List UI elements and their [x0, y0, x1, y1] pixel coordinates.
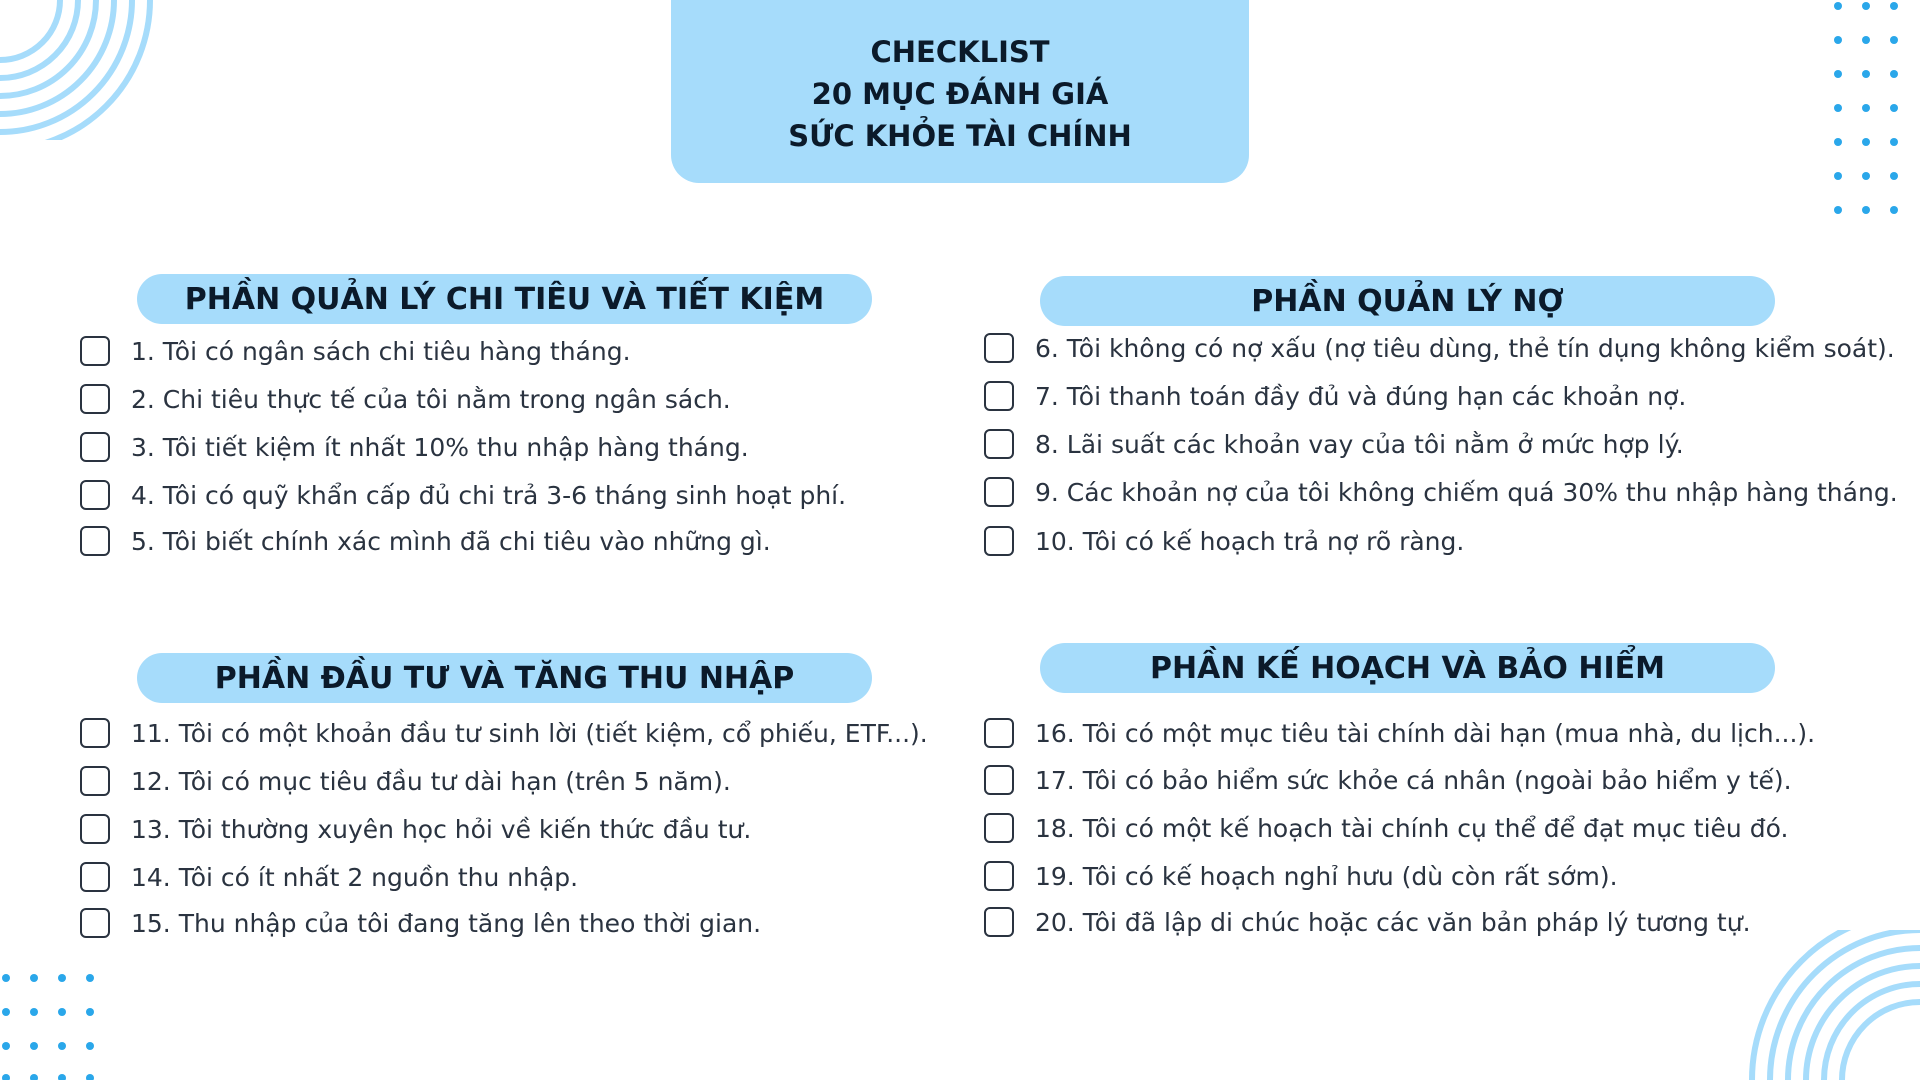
item-label: 20. Tôi đã lập di chúc hoặc các văn bản pháp lý tương tự. [1035, 907, 1751, 937]
checkbox[interactable] [984, 477, 1014, 507]
checklist-item[interactable] [80, 814, 751, 844]
item-label: 17. Tôi có bảo hiểm sức khỏe cá nhân (ngoài bảo hiểm y tế). [1035, 765, 1792, 795]
checklist-item[interactable] [984, 477, 1898, 507]
checklist-item[interactable] [984, 765, 1792, 795]
checklist-item[interactable] [80, 384, 731, 414]
section-heading-debt: PHẦN QUẢN LÝ NỢ [1040, 276, 1775, 326]
title-banner [671, 0, 1249, 183]
decorative-dots-top-right [1830, 0, 1920, 220]
checkbox[interactable] [984, 429, 1014, 459]
checkbox[interactable] [984, 765, 1014, 795]
checklist-item[interactable] [984, 526, 1464, 556]
checklist-item[interactable] [984, 333, 1895, 363]
checkbox[interactable] [80, 480, 110, 510]
checkbox[interactable] [80, 718, 110, 748]
item-label: 18. Tôi có một kế hoạch tài chính cụ thể để đạt mục tiêu đó. [1035, 813, 1789, 843]
checkbox[interactable] [80, 336, 110, 366]
section-heading-spending: PHẦN QUẢN LÝ CHI TIÊU VÀ TIẾT KIỆM [137, 274, 872, 324]
item-label: 14. Tôi có ít nhất 2 nguồn thu nhập. [131, 862, 579, 892]
section-heading-investment: PHẦN ĐẦU TƯ VÀ TĂNG THU NHẬP [137, 653, 872, 703]
checklist-item[interactable] [80, 718, 928, 748]
checklist-item[interactable] [80, 526, 771, 556]
checkbox[interactable] [80, 526, 110, 556]
item-label: 10. Tôi có kế hoạch trả nợ rõ ràng. [1035, 526, 1465, 556]
title-line-2: 20 MỤC ĐÁNH GIÁ [811, 76, 1109, 111]
checklist-item[interactable] [984, 718, 1815, 748]
checkbox[interactable] [80, 432, 110, 462]
item-label: 6. Tôi không có nợ xấu (nợ tiêu dùng, thẻ tín dụng không kiểm soát). [1035, 333, 1895, 363]
checkbox[interactable] [984, 907, 1014, 937]
checkbox[interactable] [80, 862, 110, 892]
item-label: 13. Tôi thường xuyên học hỏi về kiến thức đầu tư. [131, 814, 752, 844]
item-label: 7. Tôi thanh toán đầy đủ và đúng hạn các khoản nợ. [1035, 381, 1687, 411]
checklist-item[interactable] [984, 429, 1684, 459]
checklist-item[interactable] [984, 381, 1686, 411]
item-label: 1. Tôi có ngân sách chi tiêu hàng tháng. [131, 336, 631, 366]
checklist-item[interactable] [984, 907, 1751, 937]
item-label: 2. Chi tiêu thực tế của tôi nằm trong ngân sách. [131, 384, 731, 414]
item-label: 8. Lãi suất các khoản vay của tôi nằm ở mức hợp lý. [1035, 429, 1684, 459]
checkbox[interactable] [984, 526, 1014, 556]
decorative-arcs-bottom-right [1740, 930, 1920, 1080]
checkbox[interactable] [80, 384, 110, 414]
title-line-3: SỨC KHỎE TÀI CHÍNH [788, 118, 1132, 153]
item-label: 3. Tôi tiết kiệm ít nhất 10% thu nhập hàng tháng. [131, 432, 749, 462]
checkbox[interactable] [80, 908, 110, 938]
checklist-item[interactable] [984, 813, 1788, 843]
item-label: 5. Tôi biết chính xác mình đã chi tiêu vào những gì. [131, 526, 771, 556]
checkbox[interactable] [984, 381, 1014, 411]
checklist-item[interactable] [80, 480, 846, 510]
section-heading-planning-insurance: PHẦN KẾ HOẠCH VÀ BẢO HIỂM [1040, 643, 1775, 693]
item-label: 9. Các khoản nợ của tôi không chiếm quá 30% thu nhập hàng tháng. [1035, 477, 1898, 507]
item-label: 11. Tôi có một khoản đầu tư sinh lời (tiết kiệm, cổ phiếu, ETF...). [131, 718, 928, 748]
decorative-dots-bottom-left [0, 970, 100, 1080]
item-label: 16. Tôi có một mục tiêu tài chính dài hạn (mua nhà, du lịch...). [1035, 718, 1816, 748]
title-line-1: CHECKLIST [870, 34, 1050, 69]
checklist-item[interactable] [80, 862, 578, 892]
item-label: 4. Tôi có quỹ khẩn cấp đủ chi trả 3-6 tháng sinh hoạt phí. [131, 480, 847, 510]
checkbox[interactable] [80, 766, 110, 796]
checklist-item[interactable] [80, 432, 749, 462]
checkbox[interactable] [984, 861, 1014, 891]
decorative-arcs-top-left [0, 0, 170, 140]
checklist-item[interactable] [80, 336, 631, 366]
item-label: 19. Tôi có kế hoạch nghỉ hưu (dù còn rất sớm). [1035, 861, 1618, 891]
item-label: 12. Tôi có mục tiêu đầu tư dài hạn (trên 5 năm). [131, 766, 731, 796]
checklist-item[interactable] [984, 861, 1618, 891]
checklist-item[interactable] [80, 766, 731, 796]
checkbox[interactable] [984, 718, 1014, 748]
checklist-item[interactable] [80, 908, 761, 938]
checkbox[interactable] [984, 333, 1014, 363]
checkbox[interactable] [984, 813, 1014, 843]
checkbox[interactable] [80, 814, 110, 844]
item-label: 15. Thu nhập của tôi đang tăng lên theo thời gian. [131, 908, 762, 938]
